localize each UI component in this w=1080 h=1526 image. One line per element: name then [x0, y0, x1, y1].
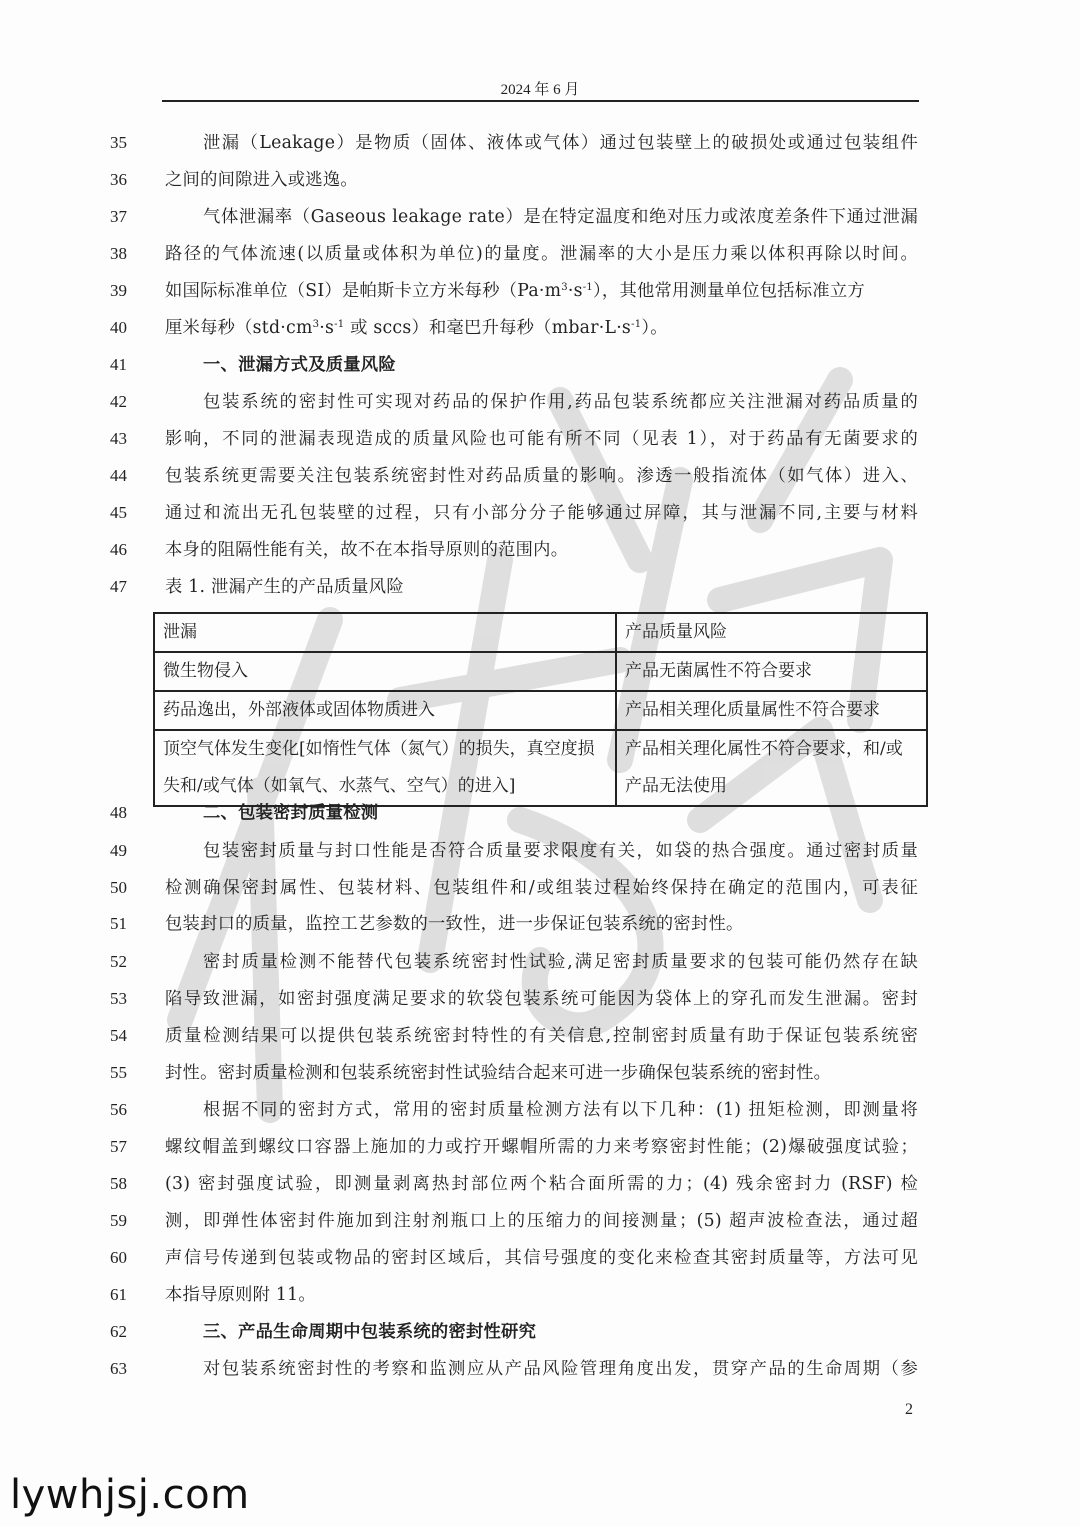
- line-number: 55: [110, 1063, 127, 1082]
- page-number: 2: [905, 1401, 913, 1418]
- table-header-cell: 产品质量风险: [616, 613, 927, 652]
- line-number: 57: [110, 1137, 127, 1156]
- superscript: -1: [631, 319, 642, 330]
- table-row: [154, 652, 927, 691]
- superscript: -1: [334, 319, 345, 330]
- paragraph-line: (3) 密封强度试验，即测量剥离热封部位两个粘合面所需的力；(4) 残余密封力 (RSF) 检: [165, 1174, 918, 1194]
- line-number: 56: [110, 1100, 127, 1119]
- watermark-stroke: [260, 790, 270, 1110]
- superscript: -1: [582, 282, 594, 293]
- line-number: 60: [110, 1248, 127, 1267]
- site-watermark-text: lywhjsj.com: [10, 1472, 250, 1518]
- line-number: 35: [110, 133, 127, 152]
- line-number: 47: [110, 577, 127, 596]
- header-rule: [162, 100, 919, 102]
- line-number: 50: [110, 878, 127, 897]
- line-number: 59: [110, 1211, 127, 1230]
- paragraph-line: [165, 318, 918, 338]
- superscript: 3: [561, 282, 568, 293]
- line-number: 53: [110, 989, 127, 1008]
- paragraph-line: [165, 281, 918, 301]
- text-run: 或 sccs）和毫巴升每秒（mbar·L·s: [344, 318, 632, 338]
- paragraph-line: 本指导原则附 11。: [165, 1285, 316, 1305]
- line-number: 48: [110, 803, 127, 822]
- line-number: 44: [110, 466, 127, 485]
- line-number: 52: [110, 952, 127, 971]
- table-header-cell: 泄漏: [154, 613, 616, 652]
- paragraph-line: 本身的阻隔性能有关，故不在本指导原则的范围内。: [165, 540, 569, 560]
- table-row: [154, 691, 927, 730]
- text-run: ），其他常用测量单位包括标准立方: [593, 281, 865, 301]
- text-run: 厘米每秒（std·cm: [165, 318, 313, 338]
- line-number: 39: [110, 281, 127, 300]
- paragraph-line: 声信号传递到包装或物品的密封区域后，其信号强度的变化来检查其密封质量等，方法可见: [165, 1248, 918, 1268]
- line-number: 51: [110, 914, 127, 933]
- section-heading: 三、产品生命周期中包装系统的密封性研究: [203, 1322, 537, 1342]
- text-run: 如国际标准单位（SI）是帕斯卡立方米每秒（Pa·m: [165, 281, 562, 301]
- line-number: 43: [110, 429, 127, 448]
- line-number: 36: [110, 170, 127, 189]
- line-number: 40: [110, 318, 127, 337]
- table-cell: 产品相关理化质量属性不符合要求: [616, 691, 927, 730]
- line-number: 63: [110, 1359, 127, 1378]
- paragraph-line: 包装密封质量与封口性能是否符合质量要求限度有关，如袋的热合强度。通过密封质量: [203, 841, 918, 861]
- text-run: ·s: [319, 318, 335, 338]
- paragraph-line: 之间的间隙进入或逃逸。: [165, 170, 358, 190]
- paragraph-line: 检测确保密封属性、包装材料、包装组件和/或组装过程始终保持在确定的范围内，可表征: [165, 878, 918, 898]
- paragraph-line: 包装系统的密封性可实现对药品的保护作用,药品包装系统都应关注泄漏对药品质量的: [203, 392, 918, 412]
- paragraph-line: 影响，不同的泄漏表现造成的质量风险也可能有所不同（见表 1），对于药品有无菌要求的: [165, 429, 918, 449]
- paragraph-line: 螺纹帽盖到螺纹口容器上施加的力或拧开螺帽所需的力来考察密封性能；(2)爆破强度试验；: [165, 1137, 918, 1157]
- table-row: [154, 730, 927, 806]
- line-number: 45: [110, 503, 127, 522]
- line-number: 46: [110, 540, 127, 559]
- paragraph-line: 封性。密封质量检测和包装系统密封性试验结合起来可进一步确保包装系统的密封性。: [165, 1063, 832, 1083]
- table-cell: 顶空气体发生变化[如惰性气体（氮气）的损失，真空度损失和/或气体（如氧气、水蒸气、空气）的进入]: [154, 730, 616, 806]
- line-number: 61: [110, 1285, 127, 1304]
- paragraph-line: 对包装系统密封性的考察和监测应从产品风险管理角度出发，贯穿产品的生命周期（参: [203, 1359, 918, 1379]
- line-number: 58: [110, 1174, 127, 1193]
- line-number: 37: [110, 207, 127, 226]
- leakage-risk-table: [153, 612, 928, 807]
- paragraph-line: 质量检测结果可以提供包装系统密封特性的有关信息,控制密封质量有助于保证包装系统密: [165, 1026, 918, 1046]
- line-number: 49: [110, 841, 127, 860]
- table-header-row: [154, 613, 927, 652]
- table-cell: 微生物侵入: [154, 652, 616, 691]
- paragraph-line: 陷导致泄漏，如密封强度满足要求的软袋包装系统可能因为袋体上的穿孔而发生泄漏。密封: [165, 989, 918, 1009]
- paragraph-line: 根据不同的密封方式，常用的密封质量检测方法有以下几种：(1) 扭矩检测，即测量将: [203, 1100, 918, 1120]
- table-cell: 产品相关理化属性不符合要求，和/或产品无法使用: [616, 730, 927, 806]
- paragraph-line: 通过和流出无孔包装壁的过程，只有小部分分子能够通过屏障，其与泄漏不同,主要与材料: [165, 503, 918, 523]
- section-heading: 一、泄漏方式及质量风险: [203, 355, 396, 375]
- text-run: ·s: [567, 281, 583, 301]
- section-heading: 二、包装密封质量检测: [203, 803, 379, 823]
- table-caption: 表 1. 泄漏产生的产品质量风险: [165, 577, 404, 597]
- line-number: 38: [110, 244, 127, 263]
- paragraph-line: 路径的气体流速(以质量或体积为单位)的量度。泄漏率的大小是压力乘以体积再除以时间。: [165, 244, 918, 264]
- line-number: 42: [110, 392, 127, 411]
- paragraph-line: 包装封口的质量，监控工艺参数的一致性，进一步保证包装系统的密封性。: [165, 914, 744, 934]
- paragraph-line: 泄漏（Leakage）是物质（固体、液体或气体）通过包装壁上的破损处或通过包装组件: [203, 133, 918, 153]
- text-run: ）。: [641, 318, 668, 338]
- line-number: 62: [110, 1322, 127, 1341]
- page-header-date: 2024 年 6 月: [500, 82, 580, 98]
- superscript: 3: [312, 319, 320, 330]
- line-number: 54: [110, 1026, 127, 1045]
- line-number: 41: [110, 355, 127, 374]
- paragraph-line: 密封质量检测不能替代包装系统密封性试验,满足密封质量要求的包装可能仍然存在缺: [203, 952, 918, 972]
- table-cell: 药品逸出，外部液体或固体物质进入: [154, 691, 616, 730]
- table-cell: 产品无菌属性不符合要求: [616, 652, 927, 691]
- paragraph-line: 气体泄漏率（Gaseous leakage rate）是在特定温度和绝对压力或浓度差条件下通过泄漏: [203, 207, 918, 227]
- paragraph-line: 测，即弹性体密封件施加到注射剂瓶口上的压缩力的间接测量；(5) 超声波检查法，通过超: [165, 1211, 918, 1231]
- paragraph-line: 包装系统更需要关注包装系统密封性对药品质量的影响。渗透一般指流体（如气体）进入、: [165, 466, 918, 486]
